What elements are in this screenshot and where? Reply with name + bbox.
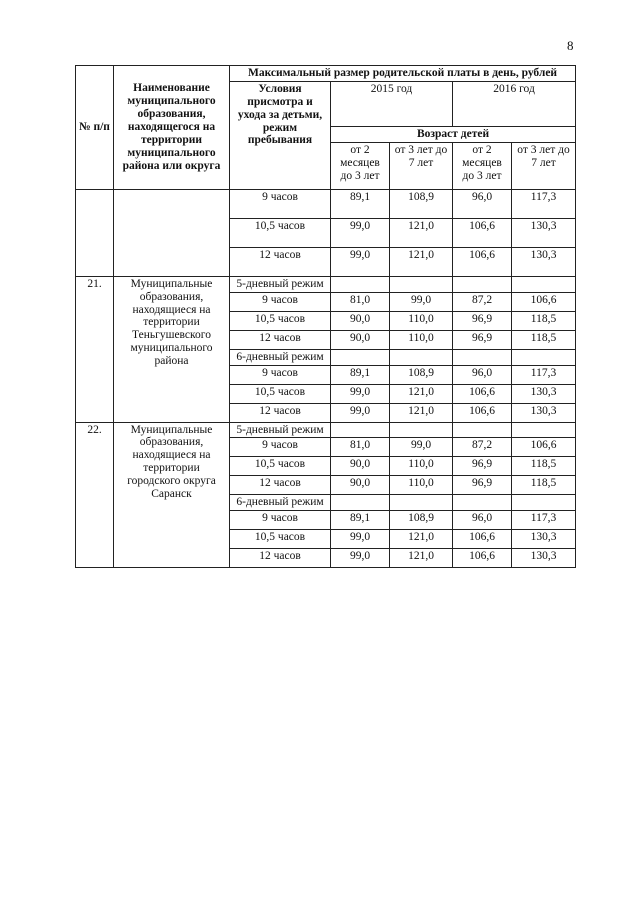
- value-cell: 90,0: [331, 311, 390, 330]
- value-cell: 96,0: [453, 365, 512, 384]
- value-cell: 106,6: [453, 247, 512, 276]
- value-cell: 106,6: [453, 549, 512, 568]
- value-cell: 89,1: [331, 189, 390, 218]
- header-age-c: от 2 месяцев до 3 лет: [453, 142, 512, 189]
- value-cell: [512, 349, 576, 365]
- value-cell: 121,0: [390, 247, 453, 276]
- condition-cell: 9 часов: [230, 189, 331, 218]
- value-cell: 90,0: [331, 476, 390, 495]
- header-age-b: от 3 лет до 7 лет: [390, 142, 453, 189]
- page-number: 8: [567, 38, 574, 53]
- value-cell: 117,3: [512, 511, 576, 530]
- value-cell: 117,3: [512, 189, 576, 218]
- value-cell: 130,3: [512, 530, 576, 549]
- header-max-fee: Максимальный размер родительской платы в день, рублей: [230, 66, 576, 82]
- value-cell: [390, 276, 453, 292]
- table-row: [76, 276, 576, 292]
- value-cell: 106,6: [453, 384, 512, 403]
- value-cell: 118,5: [512, 457, 576, 476]
- value-cell: 89,1: [331, 511, 390, 530]
- value-cell: 130,3: [512, 549, 576, 568]
- value-cell: [453, 349, 512, 365]
- value-cell: 108,9: [390, 189, 453, 218]
- value-cell: [453, 422, 512, 438]
- value-cell: 108,9: [390, 365, 453, 384]
- mode-cell: 6-дневный режим: [230, 495, 331, 511]
- value-cell: [331, 495, 390, 511]
- name-cell: Муниципальные образования, находящиеся на территории городского округа Саранск: [114, 422, 230, 568]
- value-cell: 118,5: [512, 311, 576, 330]
- value-cell: 96,9: [453, 330, 512, 349]
- condition-cell: 9 часов: [230, 511, 331, 530]
- value-cell: 99,0: [331, 549, 390, 568]
- value-cell: 121,0: [390, 549, 453, 568]
- value-cell: 87,2: [453, 292, 512, 311]
- value-cell: [390, 422, 453, 438]
- header-age-d: от 3 лет до 7 лет: [512, 142, 576, 189]
- parental-fee-table: [75, 65, 576, 568]
- value-cell: 121,0: [390, 384, 453, 403]
- condition-cell: 9 часов: [230, 365, 331, 384]
- value-cell: 81,0: [331, 292, 390, 311]
- value-cell: [512, 422, 576, 438]
- table-header: [76, 66, 576, 190]
- value-cell: 90,0: [331, 330, 390, 349]
- value-cell: 117,3: [512, 365, 576, 384]
- value-cell: 106,6: [453, 403, 512, 422]
- header-year-2015: 2015 год: [331, 81, 453, 126]
- index-cell: 21.: [76, 276, 114, 422]
- value-cell: 130,3: [512, 247, 576, 276]
- value-cell: [331, 349, 390, 365]
- value-cell: [512, 276, 576, 292]
- value-cell: 99,0: [331, 247, 390, 276]
- value-cell: 96,0: [453, 189, 512, 218]
- value-cell: 121,0: [390, 218, 453, 247]
- name-cell: Муниципальные образования, находящиеся на территории Теньгушевского муниципального района: [114, 276, 230, 422]
- condition-cell: 12 часов: [230, 549, 331, 568]
- value-cell: 110,0: [390, 476, 453, 495]
- value-cell: 96,9: [453, 476, 512, 495]
- value-cell: 118,5: [512, 476, 576, 495]
- condition-cell: 12 часов: [230, 330, 331, 349]
- value-cell: 110,0: [390, 311, 453, 330]
- condition-cell: 12 часов: [230, 403, 331, 422]
- condition-cell: 10,5 часов: [230, 457, 331, 476]
- header-year-2016: 2016 год: [453, 81, 576, 126]
- condition-cell: 10,5 часов: [230, 218, 331, 247]
- value-cell: 106,6: [512, 438, 576, 457]
- value-cell: [390, 495, 453, 511]
- value-cell: 96,9: [453, 457, 512, 476]
- value-cell: 130,3: [512, 403, 576, 422]
- value-cell: [390, 349, 453, 365]
- mode-cell: 6-дневный режим: [230, 349, 331, 365]
- mode-cell: 5-дневный режим: [230, 422, 331, 438]
- mode-cell: 5-дневный режим: [230, 276, 331, 292]
- value-cell: [453, 276, 512, 292]
- value-cell: 90,0: [331, 457, 390, 476]
- condition-cell: 10,5 часов: [230, 530, 331, 549]
- header-num: № п/п: [76, 66, 114, 190]
- condition-cell: 10,5 часов: [230, 311, 331, 330]
- value-cell: 96,0: [453, 511, 512, 530]
- value-cell: 87,2: [453, 438, 512, 457]
- value-cell: 99,0: [331, 403, 390, 422]
- index-cell: [76, 189, 114, 276]
- value-cell: 106,6: [453, 530, 512, 549]
- value-cell: 99,0: [390, 292, 453, 311]
- value-cell: 118,5: [512, 330, 576, 349]
- condition-cell: 9 часов: [230, 292, 331, 311]
- table-body: [76, 189, 576, 568]
- value-cell: 89,1: [331, 365, 390, 384]
- value-cell: 106,6: [512, 292, 576, 311]
- value-cell: [331, 422, 390, 438]
- value-cell: 121,0: [390, 530, 453, 549]
- value-cell: [331, 276, 390, 292]
- header-age: Возраст детей: [331, 126, 576, 142]
- value-cell: 99,0: [331, 384, 390, 403]
- value-cell: 108,9: [390, 511, 453, 530]
- header-conditions: Условия присмотра и ухода за детьми, режим пребывания: [230, 81, 331, 189]
- header-name: Наименование муниципального образования, находящегося на территории муниципального района или округа: [114, 66, 230, 190]
- value-cell: 130,3: [512, 218, 576, 247]
- condition-cell: 10,5 часов: [230, 384, 331, 403]
- value-cell: 96,9: [453, 311, 512, 330]
- condition-cell: 12 часов: [230, 476, 331, 495]
- index-cell: 22.: [76, 422, 114, 568]
- value-cell: [512, 495, 576, 511]
- condition-cell: 9 часов: [230, 438, 331, 457]
- header-age-a: от 2 месяцев до 3 лет: [331, 142, 390, 189]
- value-cell: 99,0: [331, 530, 390, 549]
- value-cell: 99,0: [331, 218, 390, 247]
- value-cell: 110,0: [390, 330, 453, 349]
- name-cell: [114, 189, 230, 276]
- value-cell: 106,6: [453, 218, 512, 247]
- value-cell: 110,0: [390, 457, 453, 476]
- value-cell: 81,0: [331, 438, 390, 457]
- table-row: [76, 189, 576, 218]
- condition-cell: 12 часов: [230, 247, 331, 276]
- value-cell: 130,3: [512, 384, 576, 403]
- value-cell: 99,0: [390, 438, 453, 457]
- table-row: [76, 422, 576, 438]
- value-cell: 121,0: [390, 403, 453, 422]
- value-cell: [453, 495, 512, 511]
